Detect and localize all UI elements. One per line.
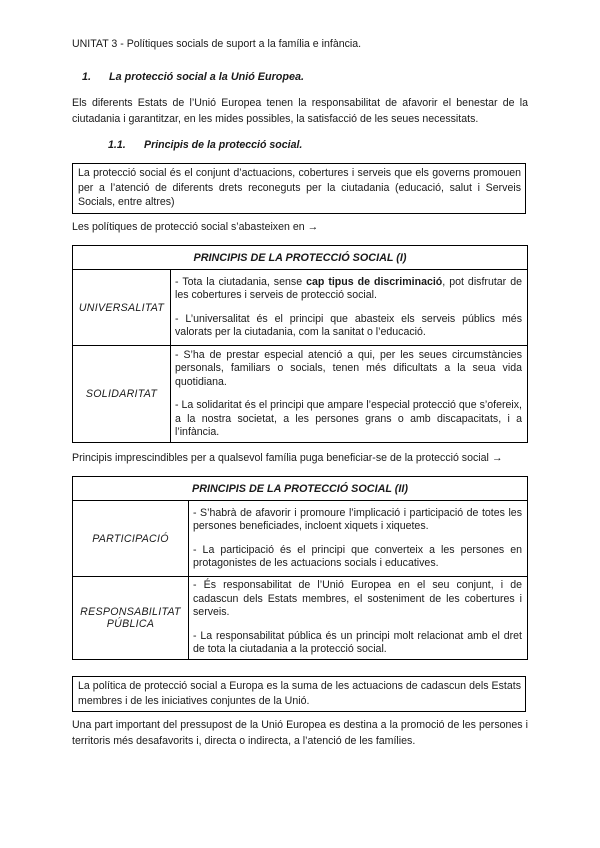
page-header: UNITAT 3 - Polítiques socials de suport a la família e infància. [72,38,362,50]
section-1-heading [82,71,304,83]
label-universalitat: UNIVERSALITAT [73,270,171,346]
bold-phrase: cap tipus de discriminació [306,275,443,288]
closing-paragraph: Una part important del pressupost de la Unió Europea es destina a la promoció de les persones i territoris més desafavorits i, directa o indirecta, a l’atenció de les famílies. [72,719,528,747]
desc-responsabilitat-publica [189,577,528,660]
desc-participacio [189,501,528,577]
label-responsabilitat-publica [73,577,189,660]
desc-paragraph: - És responsabilitat de l’Unió Europea en el seu conjunt, i de cadascun dels Estats membres, el sosteniment de les cobertures i serveis. [193,579,522,618]
section-1-1-heading [108,139,302,151]
desc-paragraph: - S’habrà de afavorir i promoure l’implicació i participació de totes les persones beneficiades, incloent xiquets i xiquetes. [193,506,522,532]
table-row [73,270,528,346]
label-solidaritat: SOLIDARITAT [73,346,171,443]
label-participacio: PARTICIPACIÓ [73,501,189,577]
section-1-1-title: Principis de la protecció social. [144,139,303,151]
desc-paragraph: - La solidaritat és el principi que ampare l’especial protecció que s’ofereix, a la nostra societat, a les persones grans o amb discapacitats, i a l’infància. [175,399,522,438]
desc-paragraph: - Tota la ciutadania, sense cap tipus de discriminació, pot disfrutar de les cobertures i serveis de protecció social. [175,275,522,301]
table-row [73,577,528,660]
desc-universalitat [171,270,528,346]
desc-paragraph: - S’ha de prestar especial atenció a qui, per les seues circumstàncies personals, familiars o socials, tenen més dificultats a la seua vida quotidiana. [175,348,522,388]
table-row [73,346,528,443]
summary-box: La política de protecció social a Europa es la suma de les actuacions de cadascun dels Estats membres i de les iniciatives conjuntes de la Unió. [72,676,526,712]
intro-paragraph: Els diferents Estats de l’Unió Europea tenen la responsabilitat de afavorir el benestar de la ciutadania i garantitzar, en les mides possibles, la satisfacció de les seues necessitats. [72,97,528,125]
definition-box: La protecció social és el conjunt d’actuacions, cobertures i serveis que els governs promouen per a l’atenció de diferents drets reconeguts per la ciutadania (educació, salut i Serveis Socials, entre altres) [72,163,526,214]
desc-solidaritat [171,346,528,443]
label-line: RESPONSABILITAT [80,605,181,618]
principles-table-1 [72,245,528,443]
desc-paragraph: - La participació és el principi que converteix a les persones en protagonistes de les actuacions socials i educatives. [193,543,522,569]
table-row [73,501,528,577]
label-line: PÚBLICA [106,617,155,630]
principles-table-2 [72,476,528,660]
section-1-title: La protecció social a la Unió Europea. [109,71,304,83]
table-1-title: PRINCIPIS DE LA PROTECCIÓ SOCIAL (I) [73,246,528,270]
table-2-title: PRINCIPIS DE LA PROTECCIÓ SOCIAL (II) [73,477,528,501]
lead-paragraph-2: Principis imprescindibles per a qualsevol família puga beneficiar-se de la protecció social → [72,452,503,464]
desc-paragraph: - La responsabilitat pública és un principi molt relacionat amb el dret de tota la ciutadania a la protecció social. [193,629,522,655]
section-1-number: 1. [82,71,92,83]
section-1-1-number: 1.1. [108,139,126,151]
lead-paragraph-1: Les polítiques de protecció social s’abasteixen en → [72,221,319,233]
desc-paragraph: - L’universalitat és el principi que abasteix els serveis públics més valorats per la ciutadania, com la sanitat o l’educació. [175,312,522,338]
